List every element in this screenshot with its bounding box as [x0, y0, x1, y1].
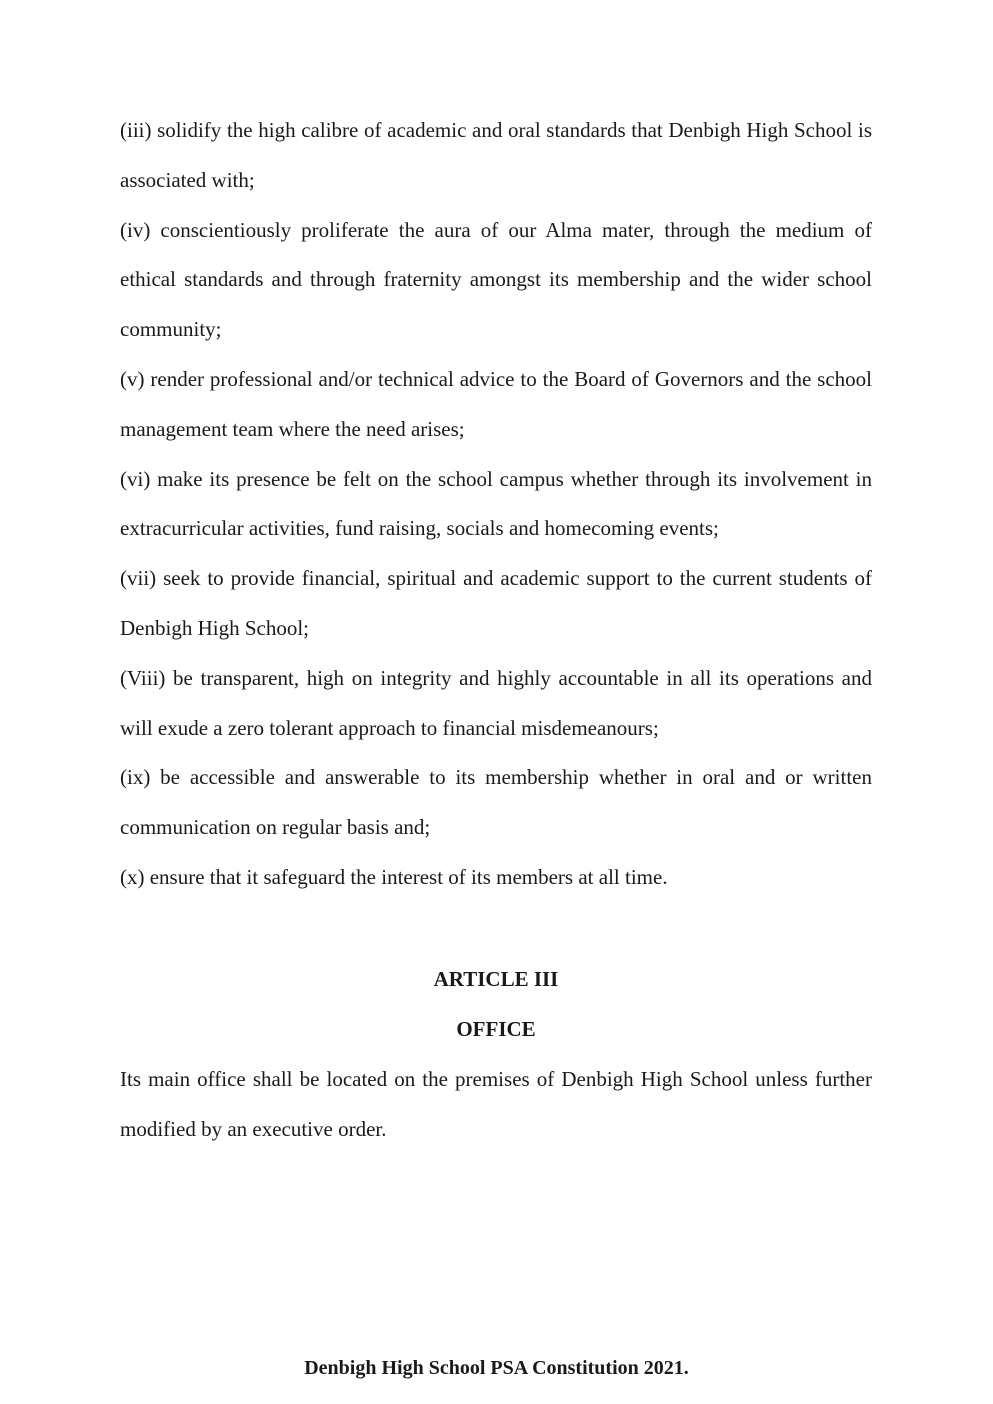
objective-item-iv: (iv) conscientiously proliferate the aura of our Alma mater, through the medium of ethical standards and through fraternity amongst its membership and the wider school community; [120, 217, 872, 342]
article-heading: ARTICLE III [433, 967, 559, 991]
office-paragraph: Its main office shall be located on the premises of Denbigh High School unless further modified by an executive order. [120, 1067, 872, 1141]
objectives-list [120, 106, 872, 903]
objective-item-vi: (vi) make its presence be felt on the school campus whether through its involvement in extracurricular activities, fund raising, socials and homecoming events; [120, 466, 872, 541]
objective-item-ix: (ix) be accessible and answerable to its membership whether in oral and or written communication on regular basis and; [120, 765, 872, 840]
objective-item-v: (v) render professional and/or technical advice to the Board of Governors and the school management team where the need arises; [120, 366, 872, 441]
page-footer: Denbigh High School PSA Constitution 2021. [304, 1357, 689, 1379]
objective-item-viii: (Viii) be transparent, high on integrity and highly accountable in all its operations and will exude a zero tolerant approach to financial misdemeanours; [120, 665, 872, 740]
objective-item-iii: (iii) solidify the high calibre of academic and oral standards that Denbigh High School is associated with; [120, 118, 872, 192]
article-subheading: OFFICE [456, 1017, 536, 1041]
objective-item-x: (x) ensure that it safeguard the interest of its members at all time. [120, 864, 668, 889]
objective-item-vii: (vii) seek to provide financial, spiritual and academic support to the current students of Denbigh High School; [120, 566, 872, 640]
